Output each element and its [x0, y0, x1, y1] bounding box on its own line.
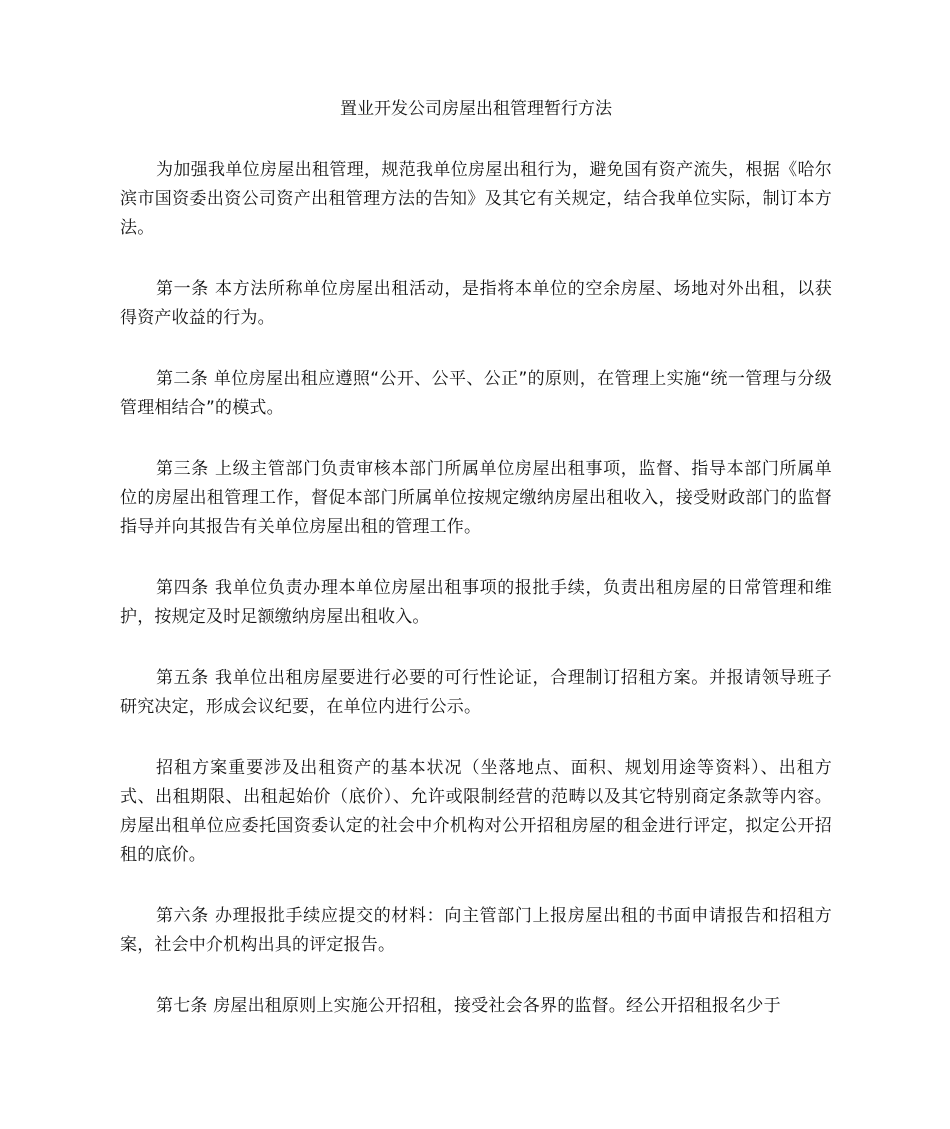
document-title: 置业开发公司房屋出租管理暂行方法 [340, 99, 612, 119]
paragraph-preamble: 为加强我单位房屋出租管理，规范我单位房屋出租行为，避免国有资产流失，根据《哈尔滨市国资委出资公司资产出租管理方法的告知》及其它有关规定，结合我单位实际，制订本方法。 [120, 160, 832, 238]
paragraph-article-5: 第五条 我单位出租房屋要进行必要的可行性论证，合理制订招租方案。并报请领导班子研究决定，形成会议纪要，在单位内进行公示。 [120, 668, 832, 717]
paragraph-tender-plan: 招租方案重要涉及出租资产的基本状况（坐落地点、面积、规划用途等资料）、出租方式、出租期限、出租起始价（底价）、允许或限制经营的范畴以及其它特别商定条款等内容。房屋出租单位应委托国资委认定的社会中介机构对公开招租房屋的租金进行评定，拟定公开招租的底价。 [120, 758, 832, 865]
paragraph-article-7: 第七条 房屋出租原则上实施公开招租，接受社会各界的监督。经公开招租报名少于 [156, 996, 781, 1016]
paragraph-article-4: 第四条 我单位负责办理本单位房屋出租事项的报批手续，负责出租房屋的日常管理和维护，按规定及时足额缴纳房屋出租收入。 [120, 578, 832, 627]
paragraph-article-2: 第二条 单位房屋出租应遵照“公开、公平、公正”的原则，在管理上实施“统一管理与分级管理相结合”的模式。 [120, 369, 832, 418]
paragraph-article-6: 第六条 办理报批手续应提交的材料：向主管部门上报房屋出租的书面申请报告和招租方案，社会中介机构出具的评定报告。 [120, 906, 832, 955]
paragraph-article-3: 第三条 上级主管部门负责审核本部门所属单位房屋出租事项，监督、指导本部门所属单位的房屋出租管理工作，督促本部门所属单位按规定缴纳房屋出租收入，接受财政部门的监督指导并向其报告有关单位房屋出租的管理工作。 [120, 459, 832, 537]
paragraph-article-1: 第一条 本方法所称单位房屋出租活动，是指将本单位的空余房屋、场地对外出租，以获得资产收益的行为。 [120, 279, 832, 328]
